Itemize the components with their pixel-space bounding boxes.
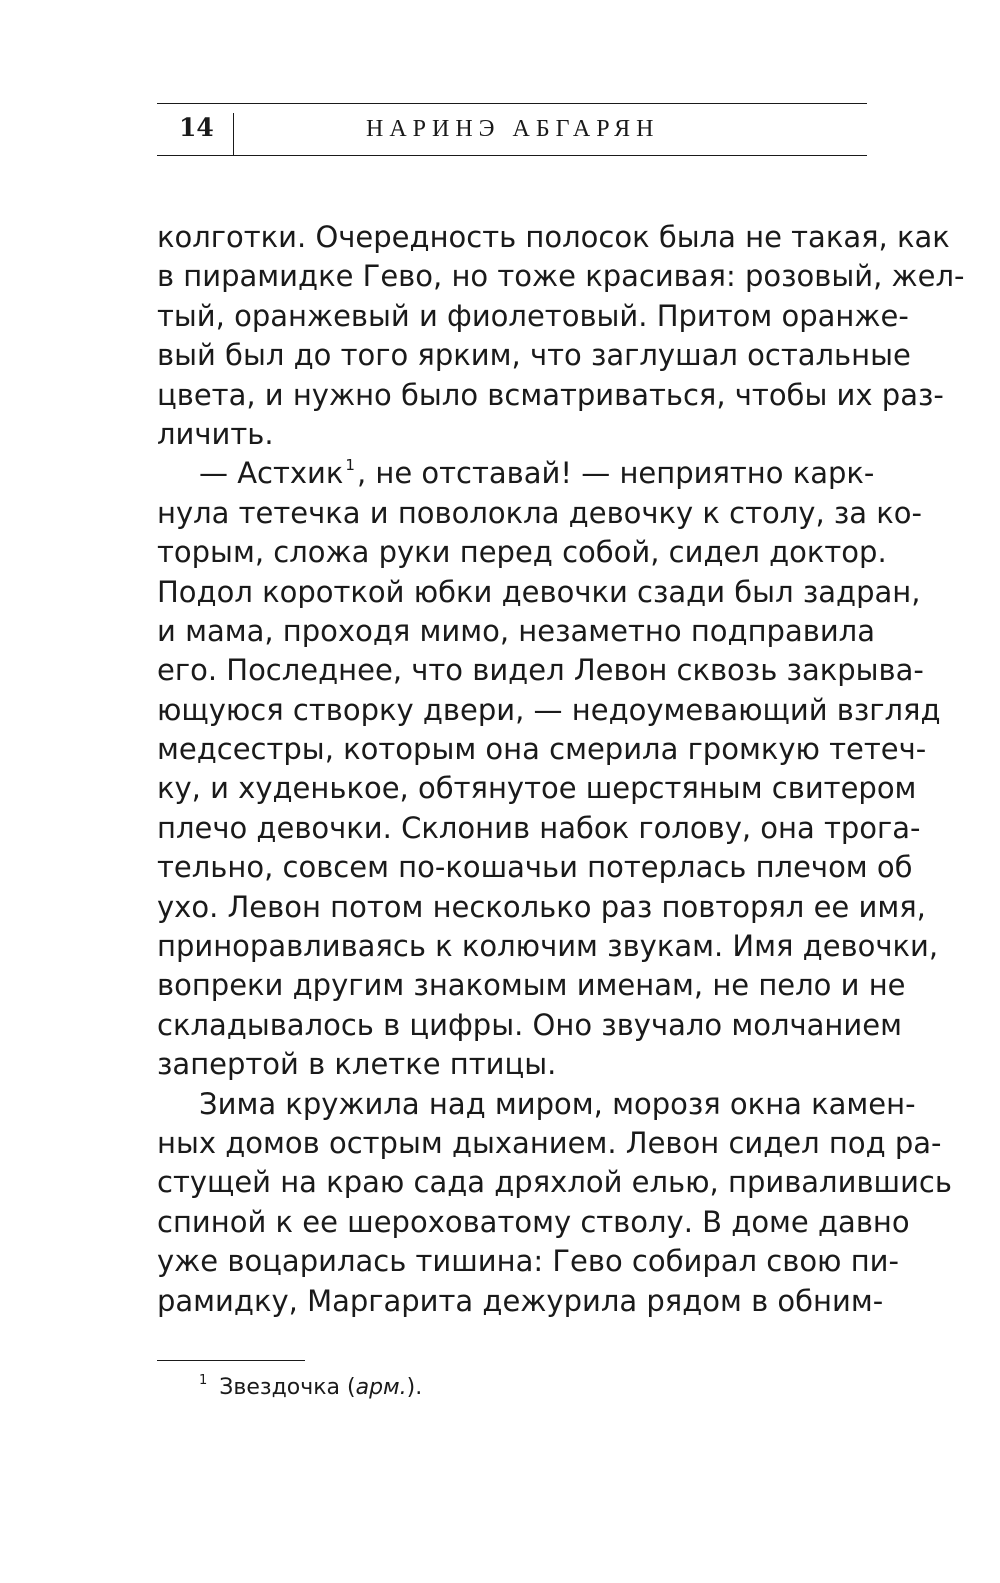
running-title-author: НАРИНЭ АБГАРЯН [366,116,660,142]
text-line: и мама, проходя мимо, незаметно подправила [157,613,875,648]
text-line: плечо девочки. Склонив набок голову, она трога- [157,810,921,845]
footnote [199,1373,422,1403]
running-header [157,103,867,156]
text-line: торым, сложа руки перед собой, сидел доктор. [157,535,887,570]
text-line: Подол короткой юбки девочки сзади был задран, [157,574,921,609]
body-text [157,218,965,1321]
text-line: складывалось в цифры. Оно звучало молчанием [157,1007,902,1042]
text-line: личить. [157,416,274,451]
text-line: тый, оранжевый и фиолетовый. Притом оранже- [157,298,909,333]
dialogue-text-start: — Астхик [199,456,344,491]
footnote-marker: 1 [199,1373,208,1388]
text-line: запертой в клетке птицы. [157,1047,557,1082]
text-line: его. Последнее, что видел Левон сквозь закрыва- [157,653,924,688]
text-line: вопреки другим знакомым именам, не пело и не [157,968,906,1003]
text-line: приноравливаясь к колючим звукам. Имя девочки, [157,929,939,964]
text-line: цвета, и нужно было всматриваться, чтобы их раз- [157,377,944,412]
text-line: колготки. Очередность полосок была не такая, как [157,220,950,254]
text-line: Зима кружила над миром, морозя окна камен- [199,1086,916,1121]
footnote-italic: арм. [355,1375,407,1400]
footnote-reference: 1 [345,456,355,475]
footnote-text: Звездочка ( [219,1375,356,1400]
footnote-text-end: ). [406,1375,423,1400]
page-number: 14 [179,113,214,142]
text-line: спиной к ее шероховатому стволу. В доме давно [157,1204,910,1239]
text-line: ющуюся створку двери, — недоумевающий взгляд [157,692,941,727]
header-divider [233,113,234,155]
text-line: в пирамидке Гево, но тоже красивая: розовый, жел- [157,259,965,294]
text-line: стущей на краю сада дряхлой елью, привалившись [157,1165,952,1200]
text-line: тельно, совсем по-кошачьи потерлась плечом об [157,850,913,885]
dialogue-text-end: , не отставай! — неприятно карк- [356,456,875,491]
text-line: ухо. Левон потом несколько раз повторял ее имя, [157,889,926,924]
text-line: уже воцарилась тишина: Гево собирал свою пи- [157,1244,899,1279]
text-line: медсестры, которым она смерила громкую тетеч- [157,732,927,767]
text-line: ку, и худенькое, обтянутое шерстяным свитером [157,771,917,806]
text-line: нула тетечка и поволокла девочку к столу, за ко- [157,495,923,530]
text-line: рамидку, Маргарита дежурила рядом в обним- [157,1283,884,1318]
footnote-rule [157,1360,305,1361]
text-line: ных домов острым дыханием. Левон сидел под ра- [157,1125,942,1160]
dialogue-line [157,454,875,493]
text-line: вый был до того ярким, что заглушал остальные [157,338,911,373]
